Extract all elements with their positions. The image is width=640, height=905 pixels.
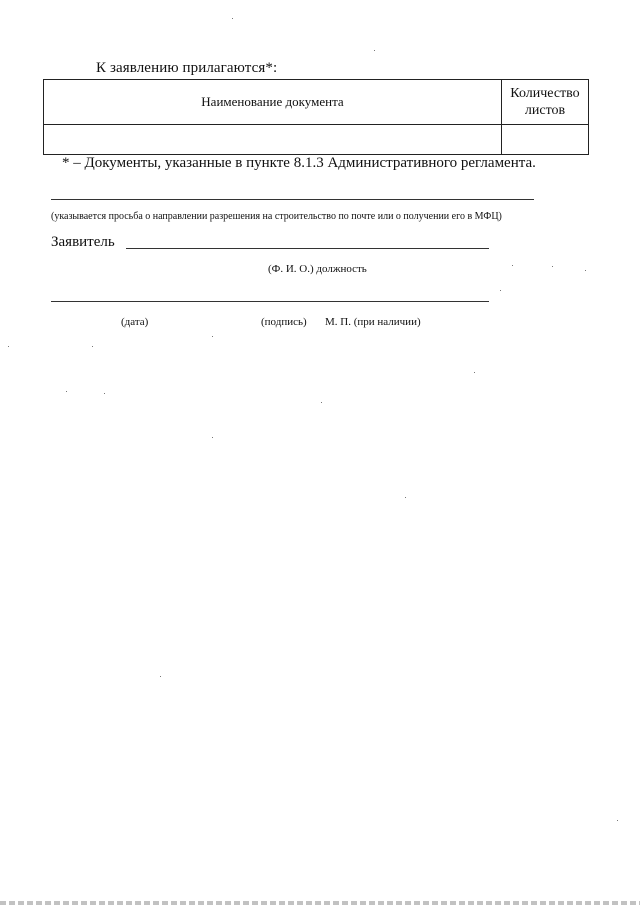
scan-speck: [321, 402, 322, 403]
table-header-row: [44, 80, 589, 125]
stamp-caption: М. П. (при наличии): [325, 316, 421, 328]
scan-speck: [92, 346, 93, 347]
signature-line[interactable]: [51, 301, 489, 302]
scan-speck: [212, 336, 213, 337]
scan-speck: [160, 676, 161, 677]
scan-speck: [374, 50, 375, 51]
column-header-page-count: [502, 80, 589, 125]
table-row: [44, 125, 589, 155]
scan-speck: [585, 270, 586, 271]
column-header-page-count-line2: листов: [524, 103, 566, 118]
applicant-name-line[interactable]: [126, 248, 489, 249]
scan-speck: [617, 820, 618, 821]
applicant-label: Заявитель: [51, 234, 115, 250]
attachments-table: [43, 79, 589, 155]
column-header-page-count-line1: Количество: [510, 86, 580, 101]
delivery-hint: (указывается просьба о направлении разрешения на строительство по почте или о получении его в МФЦ): [51, 211, 502, 222]
attachments-heading: К заявлению прилагаются*:: [96, 60, 278, 76]
scan-speck: [512, 265, 513, 266]
fio-caption: (Ф. И. О.) должность: [268, 263, 367, 275]
date-caption: (дата): [121, 316, 149, 328]
scan-speck: [104, 393, 105, 394]
delivery-request-line[interactable]: [51, 199, 534, 200]
scan-bottom-edge: [0, 901, 640, 905]
scan-speck: [500, 290, 501, 291]
scan-speck: [232, 18, 233, 19]
scan-speck: [405, 497, 406, 498]
document-name-cell[interactable]: [44, 125, 502, 155]
footnote: * – Документы, указанные в пункте 8.1.3 Административного регламента.: [62, 155, 536, 171]
scan-speck: [552, 266, 553, 267]
scan-speck: [474, 372, 475, 373]
page-count-cell[interactable]: [502, 125, 589, 155]
scan-speck: [66, 391, 67, 392]
column-header-document-name: Наименование документа: [44, 80, 502, 125]
scan-speck: [8, 346, 9, 347]
signature-caption: (подпись): [261, 316, 307, 328]
scan-speck: [212, 437, 213, 438]
